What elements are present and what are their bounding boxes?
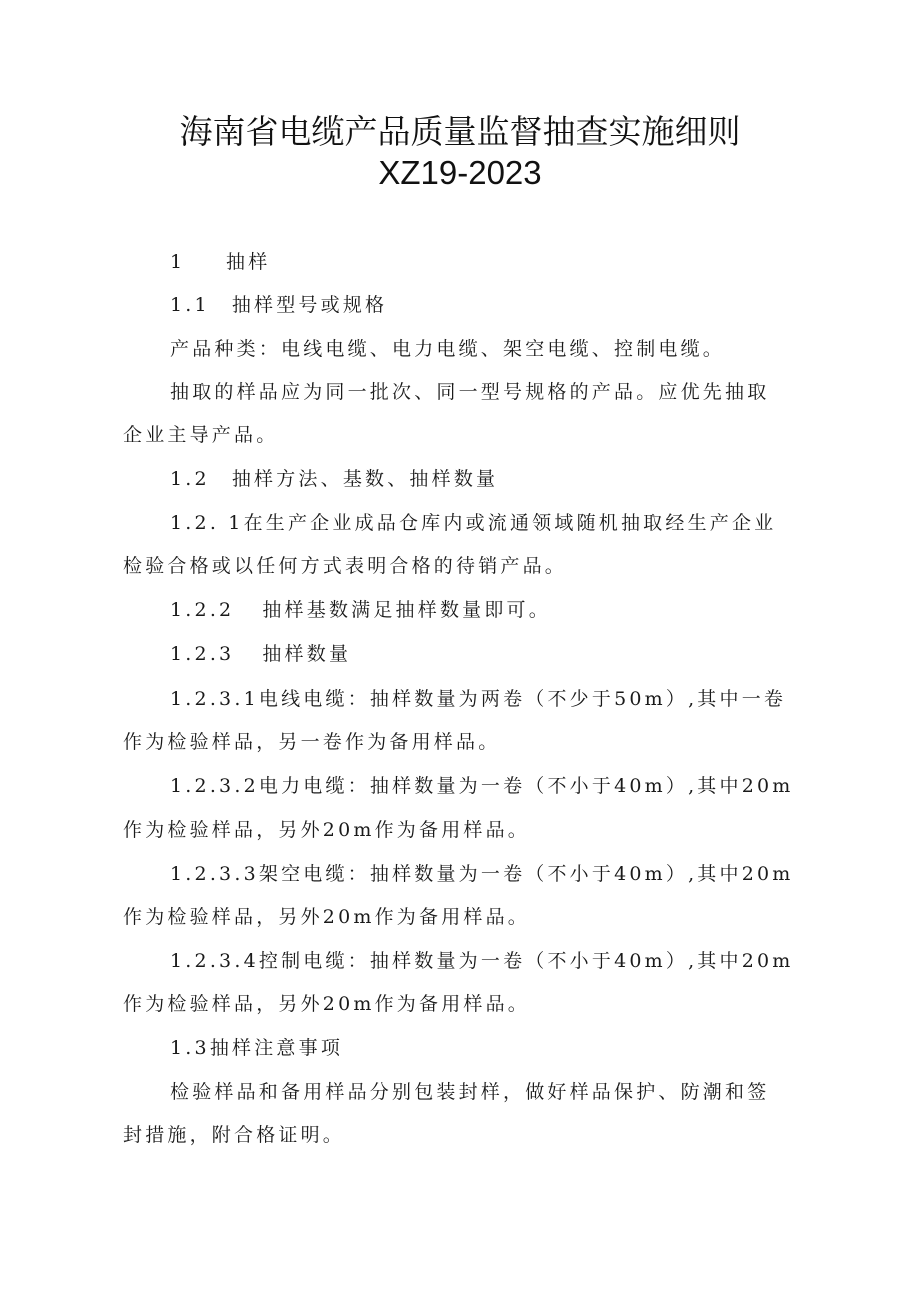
document-code: XZ19-2023 (378, 154, 542, 191)
item-1-2-2-label: 抽样基数满足抽样数量即可。 (262, 599, 551, 621)
item-1-2-3-2-line-2: 作为检验样品，另外20m作为备用样品。 (123, 819, 530, 841)
section-1-2-number: 1.2 (170, 468, 210, 490)
section-1-1-label: 抽样型号或规格 (231, 294, 388, 316)
sample-requirement-line-2: 企业主导产品。 (123, 424, 279, 446)
section-1-number: 1 (170, 251, 186, 273)
section-1-3-body-line-2: 封措施，附合格证明。 (123, 1124, 346, 1146)
item-1-2-2-number: 1.2.2 (170, 599, 235, 621)
section-1-label: 抽样 (226, 251, 271, 273)
section-1-2-heading (170, 466, 860, 492)
item-1-2-3-label: 抽样数量 (262, 643, 352, 665)
item-1-2-3 (170, 641, 860, 667)
item-1-2-3-1-line-2: 作为检验样品，另一卷作为备用样品。 (123, 731, 501, 753)
item-1-2-1-line-2: 检验合格或以任何方式表明合格的待销产品。 (123, 555, 568, 577)
product-categories-text: 产品种类：电线电缆、电力电缆、架空电缆、控制电缆。 (170, 338, 726, 360)
item-1-2-2 (170, 597, 860, 623)
sample-requirement-line-1: 抽取的样品应为同一批次、同一型号规格的产品。应优先抽取 (170, 381, 770, 403)
item-1-2-3-4-line-1: 1.2.3.4控制电缆：抽样数量为一卷（不小于40m）,其中20m (170, 950, 794, 972)
section-1-1-number: 1.1 (170, 294, 210, 316)
item-1-2-3-3-line-2: 作为检验样品，另外20m作为备用样品。 (123, 906, 530, 928)
item-1-2-3-number: 1.2.3 (170, 643, 235, 665)
item-1-2-1-line-1: 1.2. 1在生产企业成品仓库内或流通领域随机抽取经生产企业 (170, 512, 777, 534)
document-title: 海南省电缆产品质量监督抽查实施细则 (179, 113, 741, 150)
section-1-2-label: 抽样方法、基数、抽样数量 (231, 468, 499, 490)
item-1-2-3-3-line-1: 1.2.3.3架空电缆：抽样数量为一卷（不小于40m）,其中20m (170, 863, 794, 885)
item-1-2-3-2-line-1: 1.2.3.2电力电缆：抽样数量为一卷（不小于40m）,其中20m (170, 775, 794, 797)
item-1-2-3-4-line-2: 作为检验样品，另外20m作为备用样品。 (123, 993, 530, 1015)
section-1-3-heading: 1.3抽样注意事项 (170, 1037, 344, 1059)
section-1-heading (170, 249, 860, 275)
section-1-1-heading (170, 292, 860, 318)
item-1-2-3-1-line-1: 1.2.3.1电线电缆：抽样数量为两卷（不少于50m）,其中一卷 (170, 688, 787, 710)
section-1-3-body-line-1: 检验样品和备用样品分别包装封样，做好样品保护、防潮和签 (170, 1081, 770, 1103)
